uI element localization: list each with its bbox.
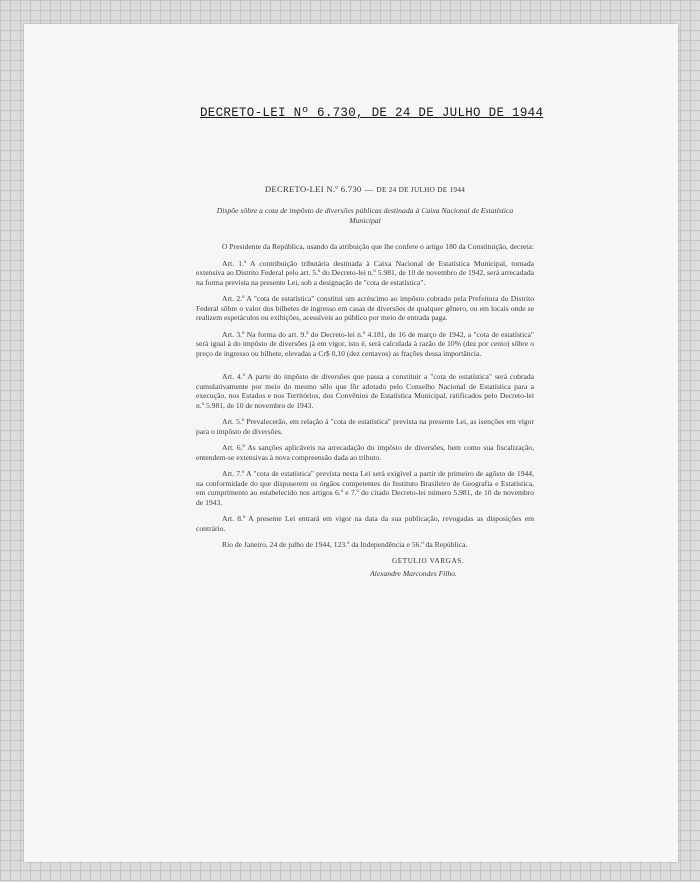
article-4: Art. 4.º A parte do impôsto de diversões que passa a constituir a "cota de estatística" será cobrada cumulativamente por meio do mesmo sêlo que fôr adotado pelo Conselho Nacional de Estatística para a execução, nos Estados e nos Territórios, dos Convênios de Estatística Municipal, ratificados pelo Decreto-lei n.º 5.981, de 10 de novembro de 1943. — [196, 372, 534, 410]
article-7: Art. 7.º A "cota de estatística" prevista nesta Lei será exigível a partir de primeiro de agôsto de 1944, na conformidade do que dispuserem os órgãos competentes do Instituto Brasileiro de Geografia e Estatística, em cumprimento ao estabelecido nos artigos 6.º e 7.º do citado Decreto-lei número 5.981, de 10 de novembro de 1943. — [196, 469, 534, 507]
signature-minister: Alexandre Marcondes Filho. — [370, 568, 457, 578]
signature-president: GETULIO VARGAS. — [392, 556, 465, 565]
article-3: Art. 3.º Na forma do art. 9.º do Decreto-lei n.º 4.181, de 16 de março de 1942, a "cota de estatística" será igual à do impôsto de diversões já em vigor, isto é, será calculada à razão de 10% (dez por cento) sôbre o preço de ingresso ou bilhete, elevadas a Cr$ 0,10 (dez centavos) as frações dessa importância. — [196, 329, 534, 358]
heading-date: DE 24 DE JULHO DE 1944 — [376, 186, 466, 194]
article-8: Art. 8.º A presente Lei entrará em vigor na data da sua publicação, revogadas as disposições em contrário. — [196, 514, 534, 533]
printed-decree-clipping — [196, 184, 534, 578]
closing-place-date: Rio de Janeiro, 24 de julho de 1944, 123.º da Independência e 56.º da República. — [222, 540, 468, 549]
document-sheet — [24, 24, 678, 862]
heading-separator: — — [364, 184, 374, 194]
article-6: Art. 6.º As sanções aplicáveis na arrecadação do impôsto de diversões, bem como sua fiscalização, entendem-se extensivas à nova compreensão dada ao tributo. — [196, 443, 534, 462]
decree-heading — [196, 184, 534, 194]
typed-title: DECRETO-LEI Nº 6.730, DE 24 DE JULHO DE 1944 — [200, 106, 544, 120]
article-5: Art. 5.º Prevalecerão, em relação à "cota de estatística" prevista na presente Lei, as isenções em vigor para o impôsto de diversões. — [196, 417, 534, 436]
preamble-paragraph: O Presidente da República, usando da atribuição que lhe confere o artigo 180 da Constituição, decreta: — [222, 242, 534, 251]
article-1: Art. 1.º A contribuição tributária destinada à Caixa Nacional de Estatística Municipal, tornada extensiva ao Distrito Federal pelo art. 5.º do Decreto-lei n.º 5.981, de 10 de novembro de 1942, será arrecadada na forma prevista na presente Lei, sob a designação de "cota de estatística". — [196, 258, 534, 287]
decree-summary: Dispõe sôbre a cota de impôsto de diversões públicas destinada à Caixa Nacional de Estatística Municipal — [216, 206, 514, 225]
heading-main: DECRETO-LEI N.º 6.730 — [264, 184, 362, 194]
article-2: Art. 2.º A "cota de estatística" constitui um acréscimo ao impôsto cobrado pela Prefeitura do Distrito Federal sôbre o valor dos bilhetes de ingresso em casas de diversões de qualquer gênero, ou em locais onde se realizem espetáculos ou exibições, acessíveis ao público por meio de entrada paga. — [196, 294, 534, 322]
